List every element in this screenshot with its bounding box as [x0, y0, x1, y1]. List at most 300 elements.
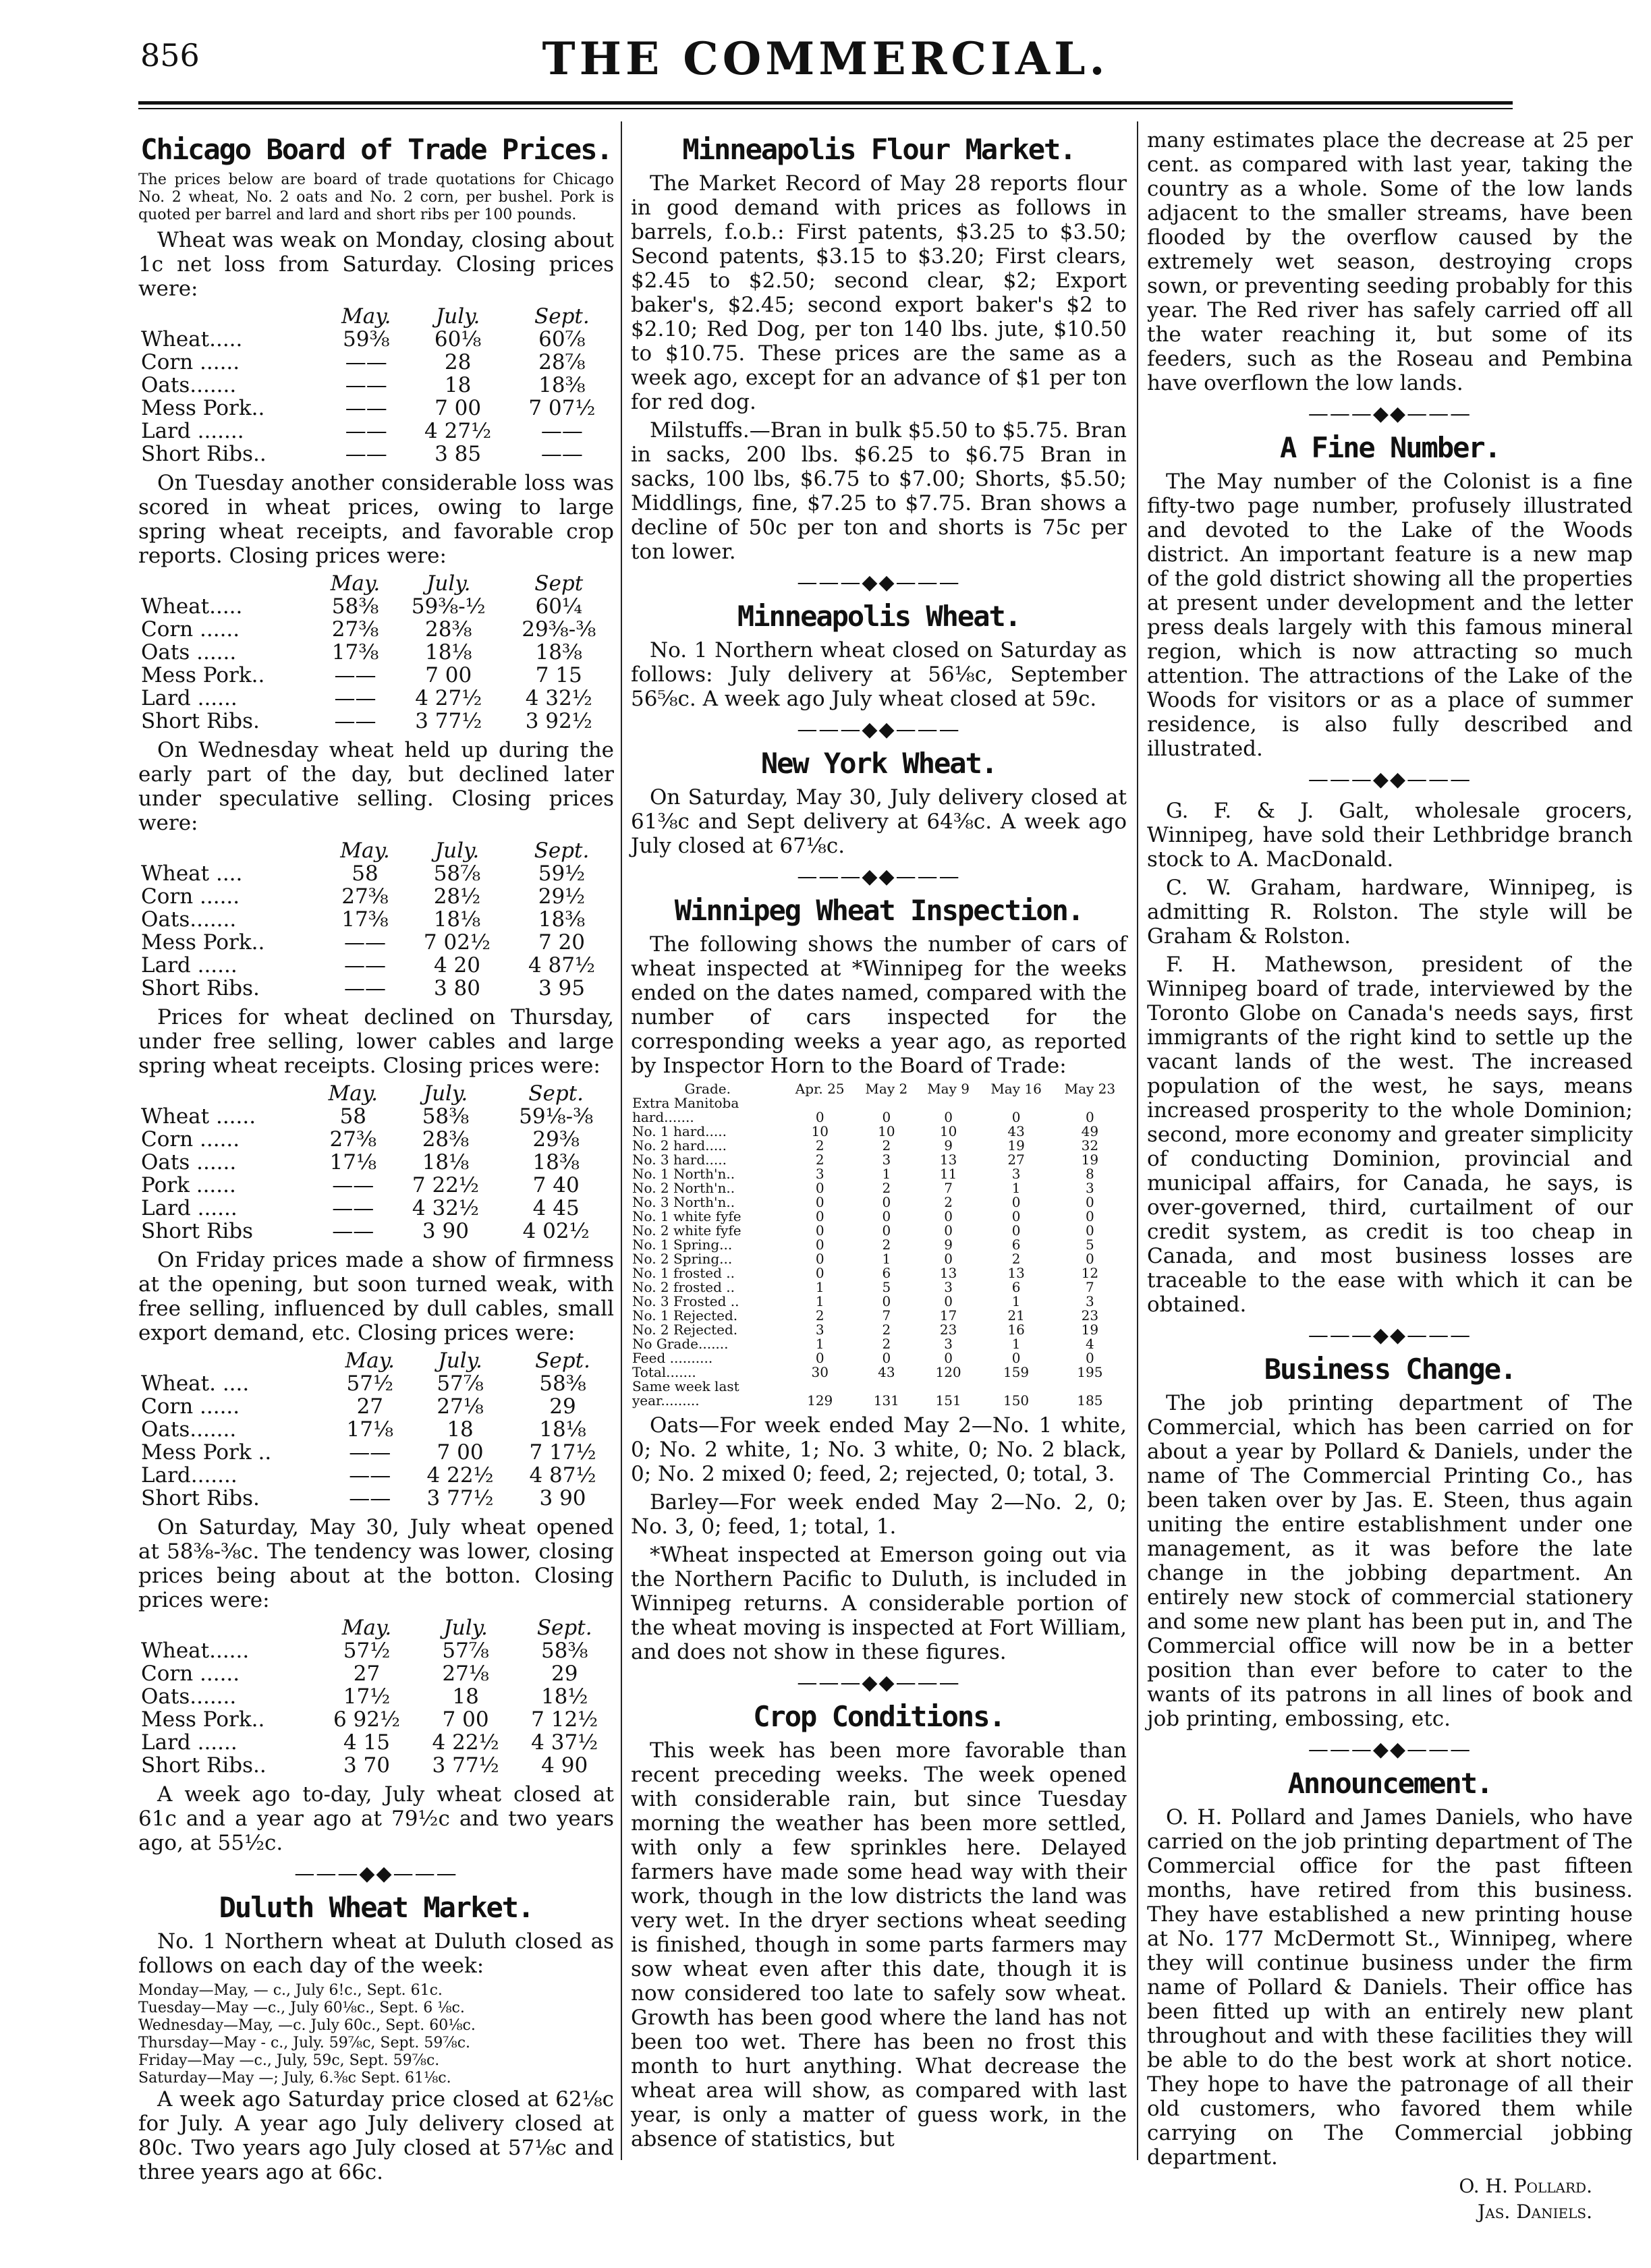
- commodity-label: Short Ribs.: [141, 976, 260, 1000]
- price-cell: ——: [334, 709, 376, 733]
- price-cell: 3 80: [433, 976, 480, 1000]
- table-row: [138, 1105, 614, 1128]
- car-count: 0: [1011, 1208, 1021, 1224]
- car-count: May 23: [1064, 1081, 1116, 1097]
- price-cell: 7 00: [425, 663, 472, 687]
- price-cell: 58⅜: [539, 1371, 586, 1396]
- table-row: [631, 1266, 1127, 1280]
- car-count: 2: [815, 1307, 824, 1324]
- section-ornament: ———◆◆———: [294, 1862, 458, 1886]
- table-row: [138, 931, 614, 954]
- car-count: 2: [882, 1180, 891, 1196]
- price-cell: 60⅞: [538, 327, 586, 351]
- price-cell: 57⅞: [437, 1371, 484, 1396]
- column-header: May.: [341, 304, 391, 329]
- grade-label: No. 2 Rejected.: [632, 1322, 738, 1338]
- price-cell: 58: [352, 861, 379, 886]
- friday-text: On Friday prices made a show of firmness at the opening, but soon turned weak, with free selling, influenced by dull cables, small export demand, etc. Closing prices were:: [138, 1248, 614, 1345]
- car-count: 7: [944, 1180, 953, 1196]
- car-count: 1: [1011, 1336, 1021, 1352]
- ny-wheat-heading: New York Wheat.: [760, 747, 997, 780]
- price-cell: ——: [540, 419, 583, 443]
- car-count: 0: [1011, 1222, 1021, 1239]
- price-cell: ——: [349, 1486, 391, 1510]
- price-cell: 4 22½: [432, 1730, 499, 1755]
- car-count: 10: [939, 1123, 957, 1139]
- section-ornament: ———◆◆———: [1308, 768, 1472, 791]
- winnipeg-heading: Winnipeg Wheat Inspection.: [674, 894, 1084, 927]
- price-cell: 7 12½: [531, 1707, 598, 1732]
- car-count: [784, 1096, 855, 1110]
- car-count: 0: [882, 1293, 891, 1309]
- masthead: THE COMMERCIAL.: [542, 32, 1109, 85]
- car-count: 6: [882, 1265, 891, 1281]
- commodity-label: Lard ......: [141, 953, 237, 977]
- car-count: 1: [815, 1336, 824, 1352]
- car-count: 3: [1085, 1180, 1094, 1196]
- price-cell: ——: [332, 1196, 374, 1220]
- commodity-label: Short Ribs.: [141, 1486, 260, 1510]
- table-row: [138, 595, 614, 618]
- car-count: 120: [935, 1364, 961, 1380]
- table-row: [138, 1151, 614, 1174]
- price-cell: 28½: [433, 884, 481, 909]
- flour-text: The Market Record of May 28 reports flour in good demand with prices as follows in barrels, f.o.b.: First patents, $3.25 to $3.50; Second patents, $3.15 to $3.20; First clears, $2.45 to $2.50; second clear, $2; Export baker's, $2.45; second export baker's $2 to $2.10; Red Dog, per ton 140 lbs. jute, $10.50 to $10.75. These prices are the same as a week ago, except for an advance of $1 per ton for red dog.: [631, 171, 1127, 414]
- table-row: [138, 1708, 614, 1731]
- price-cell: 27⅜: [331, 617, 379, 642]
- price-table-header: [138, 1349, 614, 1372]
- duluth-line: Monday—May, — c., July 6!c., Sept. 61c.: [138, 1982, 443, 1999]
- car-count: 3: [1011, 1166, 1021, 1182]
- saturday-text: On Saturday, May 30, July wheat opened at 58⅜-⅜c. The tendency was lower, closing prices being about at the botton. Closing prices were:: [138, 1515, 614, 1612]
- commodity-label: Corn ......: [141, 350, 240, 374]
- commodity-label: Wheat.....: [141, 594, 243, 619]
- table-row: [631, 1295, 1127, 1309]
- commodity-label: Mess Pork..: [141, 930, 265, 955]
- commodity-label: Corn ......: [141, 1127, 240, 1152]
- price-cell: 17⅛: [329, 1150, 377, 1174]
- price-cell: 3 70: [343, 1753, 391, 1778]
- price-cell: 18⅛: [424, 640, 472, 664]
- price-cell: 3 77½: [415, 709, 482, 733]
- flour-heading: Minneapolis Flour Market.: [682, 133, 1075, 166]
- table-row: [138, 1128, 614, 1151]
- commodity-label: Mess Pork..: [141, 396, 265, 420]
- saturday-price-table: [138, 1616, 614, 1777]
- top-rule-thin: [138, 108, 1513, 109]
- column-header: Sept.: [528, 1081, 584, 1106]
- price-cell: 7 15: [535, 663, 582, 687]
- car-count: 21: [1007, 1307, 1025, 1324]
- business-change-heading: Business Change.: [1264, 1353, 1516, 1386]
- table-row: [138, 1754, 614, 1777]
- table-row: [138, 1685, 614, 1708]
- car-count: 5: [1085, 1237, 1094, 1253]
- oats-text: Oats—For week ended May 2—No. 1 white, 0; No. 2 white, 1; No. 3 white, 0; No. 2 black, 0; No. 2 mixed 0; feed, 2; rejected, 0; total, 3.: [631, 1413, 1127, 1486]
- car-count: 129: [807, 1392, 833, 1409]
- price-cell: 18½: [540, 1684, 588, 1709]
- column-header: May.: [330, 571, 381, 596]
- car-count: 0: [944, 1222, 953, 1239]
- commodity-label: Oats.......: [141, 1417, 237, 1442]
- car-count: 13: [939, 1152, 957, 1168]
- price-cell: 3 90: [539, 1486, 586, 1510]
- price-cell: ——: [343, 976, 386, 1000]
- price-cell: 29: [549, 1394, 576, 1419]
- section-ornament: ———◆◆———: [797, 865, 961, 888]
- car-count: 1: [882, 1251, 891, 1267]
- car-count: 30: [811, 1364, 829, 1380]
- car-count: 0: [1085, 1194, 1094, 1210]
- car-count: [1053, 1096, 1127, 1110]
- price-cell: 27⅜: [341, 884, 389, 909]
- car-count: 159: [1003, 1364, 1030, 1380]
- table-row: [631, 1224, 1127, 1238]
- car-count: 3: [815, 1322, 824, 1338]
- price-cell: 18⅜: [532, 1150, 580, 1174]
- car-count: 0: [944, 1208, 953, 1224]
- table-row: [138, 1487, 614, 1510]
- commodity-label: Mess Pork..: [141, 663, 265, 687]
- duluth-line: Tuesday—May —c., July 60⅛c., Sept. 6 ⅛c.: [138, 2000, 465, 2016]
- car-count: 151: [935, 1392, 961, 1409]
- winnipeg-inspection-table: [631, 1082, 1127, 1408]
- grade-label: No. 3 hard.....: [632, 1152, 727, 1168]
- car-count: 6: [1011, 1237, 1021, 1253]
- section-ornament: ———◆◆———: [1308, 1324, 1472, 1347]
- price-cell: 7 17½: [529, 1440, 596, 1465]
- car-count: 1: [1011, 1293, 1021, 1309]
- tuesday-text: On Tuesday another considerable loss was scored in wheat prices, owing to large spring wheat receipts, and favorable crop reports. Closing prices were:: [138, 471, 614, 568]
- friday-price-table: [138, 1349, 614, 1510]
- car-count: May 2: [865, 1081, 908, 1097]
- price-cell: 29⅜-⅜: [522, 617, 596, 642]
- table-row: [138, 1662, 614, 1685]
- car-count: 0: [1085, 1222, 1094, 1239]
- table-row: [138, 885, 614, 908]
- price-cell: ——: [349, 1440, 391, 1465]
- table-row: [631, 1181, 1127, 1195]
- duluth-line: Thursday—May - c., July. 59⅞c, Sept. 59⅞c.: [138, 2035, 471, 2051]
- price-cell: 4 27½: [415, 686, 482, 710]
- commodity-label: Short Ribs..: [141, 1753, 267, 1778]
- table-row: [138, 908, 614, 931]
- table-row: [631, 1167, 1127, 1181]
- commodity-label: Short Ribs.: [141, 709, 260, 733]
- page-number: 856: [140, 37, 200, 74]
- column-header: May.: [341, 1616, 392, 1640]
- price-cell: 18: [444, 373, 472, 397]
- table-row: [138, 1372, 614, 1395]
- price-cell: ——: [334, 663, 376, 687]
- price-cell: 3 77½: [432, 1753, 499, 1778]
- section-ornament: ———◆◆———: [797, 718, 961, 741]
- barley-text: Barley—For week ended May 2—No. 2, 0; No. 3, 0; feed, 1; total, 1.: [631, 1490, 1127, 1539]
- tuesday-price-table: [138, 572, 614, 733]
- table-row: [138, 641, 614, 664]
- duluth-line: Wednesday—May, —c. July 60c., Sept. 60⅛c.: [138, 2017, 476, 2034]
- table-row: [138, 687, 614, 710]
- crop-continued-text: many estimates place the decrease at 25 per cent. as compared with last year, taking the country as a whole. Some of the low lands adjacent to the smaller streams, have been flooded by the overflow caused by the extremely wet season, destroying crops sown, or preventing seeding probably for this year. The Red river has safely carried off all the water reaching it, but some of its feeders, such as the Roseau and Pembina have overflown the low lands.: [1147, 128, 1633, 395]
- car-count: 185: [1077, 1392, 1103, 1409]
- grade-label: No. 2 frosted ..: [632, 1279, 735, 1295]
- section-ornament: ———◆◆———: [1308, 402, 1472, 426]
- section-ornament: ———◆◆———: [797, 1671, 961, 1695]
- car-count: 0: [1011, 1109, 1021, 1125]
- column-3: [1147, 128, 1633, 2225]
- commodity-label: Pork ......: [141, 1173, 236, 1197]
- price-cell: 27⅛: [437, 1394, 484, 1419]
- car-count: 10: [811, 1123, 829, 1139]
- table-row: [631, 1252, 1127, 1266]
- grade-label: Total.......: [632, 1364, 696, 1380]
- column-header: July.: [443, 1616, 488, 1640]
- price-cell: ——: [345, 396, 387, 420]
- grade-label: No. 3 Frosted ..: [632, 1293, 739, 1309]
- price-cell: 4 02½: [522, 1219, 590, 1243]
- column-header: July.: [438, 1349, 482, 1373]
- price-cell: 17½: [343, 1684, 391, 1709]
- car-count: 2: [882, 1237, 891, 1253]
- car-count: 0: [815, 1265, 824, 1281]
- announcement-text: O. H. Pollard and James Daniels, who have carried on the job printing department of The Commercial office for the past fifteen months, have retired from this business. They have established a new printing house at No. 177 McDermott St., Winnipeg, where they will continue business under the firm name of Pollard & Daniels. Their office has been fitted up with an entirely new plant throughout and with these facilities they will be able to do the best work at short notice. They hope to have the patronage of all their old customers, who favored them while carrying on The Commercial jobbing department.: [1147, 1805, 1633, 2170]
- price-cell: 17⅜: [341, 907, 389, 932]
- car-count: 5: [882, 1279, 891, 1295]
- table-row: [138, 862, 614, 885]
- column-header: [138, 305, 327, 328]
- table-row: [631, 1323, 1127, 1337]
- table-row: [138, 664, 614, 687]
- column-header: [138, 839, 325, 862]
- car-count: 1: [815, 1279, 824, 1295]
- car-count: 13: [1007, 1265, 1025, 1281]
- price-cell: 18: [447, 1417, 474, 1442]
- column-2: [631, 128, 1127, 2155]
- table-row: [138, 328, 614, 351]
- column-header: Sept.: [536, 1616, 592, 1640]
- price-cell: 60⅛: [434, 327, 482, 351]
- car-count: 23: [939, 1322, 957, 1338]
- car-count: 0: [815, 1237, 824, 1253]
- car-count: 3: [815, 1166, 824, 1182]
- grade-label: No. 1 hard.....: [632, 1123, 727, 1139]
- price-cell: 4 22½: [426, 1463, 494, 1487]
- car-count: 0: [882, 1208, 891, 1224]
- emerson-note: *Wheat inspected at Emerson going out via the Northern Pacific to Duluth, is included in Winnipeg returns. A considerable portion of the wheat moving is inspected at Fort William, and does not show in these figures.: [631, 1543, 1127, 1664]
- table-row: [631, 1153, 1127, 1167]
- grade-label: No. 1 Rejected.: [632, 1307, 738, 1324]
- price-cell: 60¼: [535, 594, 582, 619]
- thursday-text: Prices for wheat declined on Thursday, under free selling, lower cables and large spring wheat receipts. Closing prices were:: [138, 1005, 614, 1078]
- car-count: [979, 1096, 1053, 1110]
- commodity-label: Wheat ......: [141, 1104, 256, 1129]
- grade-label: Grade.: [684, 1081, 731, 1097]
- car-count: 3: [944, 1336, 953, 1352]
- table-row: [631, 1096, 1127, 1110]
- signature-daniels: Jas. Daniels.: [1478, 2201, 1592, 2223]
- column-header: July.: [435, 839, 480, 863]
- total-row: [631, 1365, 1127, 1380]
- car-count: 1: [1011, 1180, 1021, 1196]
- duluth-line: Friday—May —c., July, 59c, Sept. 59⅞c.: [138, 2052, 440, 2069]
- ny-wheat-text: On Saturday, May 30, July delivery closed at 61⅜c and Sept delivery at 64⅜c. A week ago July closed at 67⅛c.: [631, 785, 1127, 858]
- chicago-heading: Chicago Board of Trade Prices.: [140, 133, 612, 166]
- car-count: [918, 1096, 980, 1110]
- commodity-label: Corn ......: [141, 1662, 240, 1686]
- grade-label: No. 2 Spring...: [632, 1251, 733, 1267]
- price-cell: 27⅜: [329, 1127, 377, 1152]
- commodity-label: Oats.......: [141, 1684, 237, 1709]
- column-header: July.: [435, 304, 480, 329]
- car-count: 0: [944, 1109, 953, 1125]
- announcement-heading: Announcement.: [1287, 1767, 1492, 1800]
- car-count: 0: [882, 1109, 891, 1125]
- price-cell: ——: [345, 419, 387, 443]
- duluth-heading: Duluth Wheat Market.: [219, 1891, 534, 1924]
- price-cell: 4 20: [433, 953, 480, 977]
- car-count: 0: [1011, 1194, 1021, 1210]
- column-divider: [1137, 121, 1138, 2160]
- car-count: 1: [882, 1166, 891, 1182]
- price-cell: 4 32½: [412, 1196, 479, 1220]
- same-week-label-row: [631, 1380, 1127, 1394]
- price-cell: 27⅛: [442, 1662, 489, 1686]
- car-count: 49: [1081, 1123, 1099, 1139]
- car-count: 17: [939, 1307, 957, 1324]
- chicago-closing: A week ago to-day, July wheat closed at 61c and a year ago at 79½c and two years ago, at 55½c.: [138, 1782, 614, 1855]
- car-count: 23: [1081, 1307, 1099, 1324]
- price-cell: ——: [345, 373, 387, 397]
- column-header: July.: [423, 1081, 468, 1106]
- car-count: 2: [882, 1336, 891, 1352]
- car-count: 0: [1085, 1208, 1094, 1224]
- duluth-daily-list: [138, 1982, 614, 2087]
- car-count: May 9: [927, 1081, 970, 1097]
- table-row: [631, 1337, 1127, 1351]
- car-count: 0: [815, 1180, 824, 1196]
- news-note: G. F. & J. Galt, wholesale grocers, Winnipeg, have sold their Lethbridge branch stock to A. MacDonald.: [1147, 799, 1633, 872]
- price-cell: 7 40: [532, 1173, 580, 1197]
- price-cell: 57⅞: [442, 1639, 489, 1663]
- business-change-text: The job printing department of The Commercial, which has been carried on for about a year by Pollard & Daniels, under the name of The Commercial Printing Co., has been taken over by Jas. E. Steen, thus again uniting the entire establishment under one management, as it was before the late change in the jobbing department. An entirely new stock of commercial stationery and some new plant has been put in, and The Commercial office will now be in a better position than ever before to cater to the wants of its patrons in all lines of book and job printing, embossing, etc.: [1147, 1391, 1633, 1731]
- car-count: 2: [1011, 1251, 1021, 1267]
- price-cell: ——: [343, 953, 386, 977]
- fine-number-text: The May number of the Colonist is a fine fifty-two page number, profusely illustrated and devoted to the Lake of the Woods district. An important feature is a new map of the gold district showing all the properties at present under development and the letter press deals largely with this famous mineral region, which is now attracting so much attention. The attractions of the Lake of the Woods for visitors or as a place of summer residence, is also fully described and illustrated.: [1147, 470, 1633, 761]
- car-count: 0: [815, 1251, 824, 1267]
- price-cell: ——: [343, 930, 386, 955]
- car-count: 12: [1081, 1265, 1099, 1281]
- car-count: 19: [1007, 1137, 1025, 1154]
- column-header: [138, 1082, 313, 1105]
- thursday-price-table: [138, 1082, 614, 1243]
- column-1: [138, 128, 614, 2188]
- car-count: May 16: [990, 1081, 1042, 1097]
- car-count: 6: [1011, 1279, 1021, 1295]
- price-table-header: [138, 572, 614, 595]
- commodity-label: Oats.......: [141, 907, 237, 932]
- price-cell: 7 22½: [412, 1173, 479, 1197]
- table-row: [631, 1309, 1127, 1323]
- price-cell: 28⅞: [538, 350, 586, 374]
- price-cell: 4 90: [541, 1753, 588, 1778]
- price-cell: ——: [332, 1219, 374, 1243]
- commodity-label: Lard.......: [141, 1463, 237, 1487]
- car-count: 7: [1085, 1279, 1094, 1295]
- car-count: 131: [873, 1392, 899, 1409]
- price-cell: 58⅜: [331, 594, 379, 619]
- table-row: [631, 1210, 1127, 1224]
- column-header: May.: [340, 839, 390, 863]
- price-cell: 7 00: [442, 1707, 489, 1732]
- table-row: [138, 710, 614, 733]
- car-count: [856, 1096, 918, 1110]
- grade-label: year.........: [632, 1392, 700, 1409]
- table-row: [138, 1197, 614, 1220]
- car-count: 0: [882, 1350, 891, 1366]
- price-cell: 58: [339, 1104, 367, 1129]
- column-header: May.: [328, 1081, 379, 1106]
- price-cell: 28⅜: [424, 617, 472, 642]
- price-cell: 29½: [538, 884, 586, 909]
- price-cell: 18⅛: [433, 907, 481, 932]
- price-cell: 3 77½: [426, 1486, 494, 1510]
- price-cell: 58⅜: [422, 1104, 470, 1129]
- price-cell: 59½: [538, 861, 586, 886]
- price-cell: 29: [551, 1662, 578, 1686]
- column-header: Sept.: [535, 1349, 590, 1373]
- table-row: [138, 351, 614, 374]
- car-count: 0: [944, 1350, 953, 1366]
- car-count: 0: [1085, 1251, 1094, 1267]
- commodity-label: Short Ribs..: [141, 442, 267, 466]
- price-cell: 18⅜: [538, 373, 586, 397]
- price-cell: 4 37½: [531, 1730, 598, 1755]
- mpls-wheat-heading: Minneapolis Wheat.: [737, 600, 1021, 633]
- commodity-label: Oats ......: [141, 1150, 237, 1174]
- car-count: 0: [882, 1194, 891, 1210]
- car-count: 27: [1007, 1152, 1025, 1168]
- price-cell: ——: [540, 442, 583, 466]
- column-header: [138, 572, 317, 595]
- grade-label: No. 2 hard.....: [632, 1137, 727, 1154]
- grade-label: Feed ..........: [632, 1350, 713, 1366]
- commodity-label: Mess Pork..: [141, 1707, 265, 1732]
- price-cell: ——: [345, 442, 387, 466]
- car-count: 0: [1011, 1350, 1021, 1366]
- column-header: July.: [426, 571, 471, 596]
- table-row: [138, 1395, 614, 1418]
- commodity-label: Lard ......: [141, 686, 237, 710]
- price-table-header: [138, 1082, 614, 1105]
- column-header: Sept.: [534, 304, 590, 329]
- commodity-label: Wheat ....: [141, 861, 243, 886]
- news-note: C. W. Graham, hardware, Winnipeg, is admitting R. Rolston. The style will be Graham & Rolston.: [1147, 876, 1633, 948]
- grade-label: hard.......: [632, 1109, 694, 1125]
- grade-label: Extra Manitoba: [632, 1095, 739, 1111]
- duluth-closing: A week ago Saturday price closed at 62⅛c for July. A year ago July delivery closed at 80c. Two years ago July closed at 57⅛c and three years ago at 66c.: [138, 2087, 614, 2184]
- car-count: 1: [815, 1293, 824, 1309]
- crop-heading: Crop Conditions.: [753, 1700, 1005, 1733]
- car-count: 0: [815, 1194, 824, 1210]
- car-count: Apr. 25: [795, 1081, 845, 1097]
- price-cell: 29⅜: [532, 1127, 580, 1152]
- table-row: [631, 1139, 1127, 1153]
- price-cell: 18⅜: [535, 640, 582, 664]
- grade-label: No. 3 North'n..: [632, 1194, 735, 1210]
- grade-label: No Grade.......: [632, 1336, 729, 1352]
- price-cell: 4 15: [343, 1730, 391, 1755]
- car-count: 19: [1081, 1322, 1099, 1338]
